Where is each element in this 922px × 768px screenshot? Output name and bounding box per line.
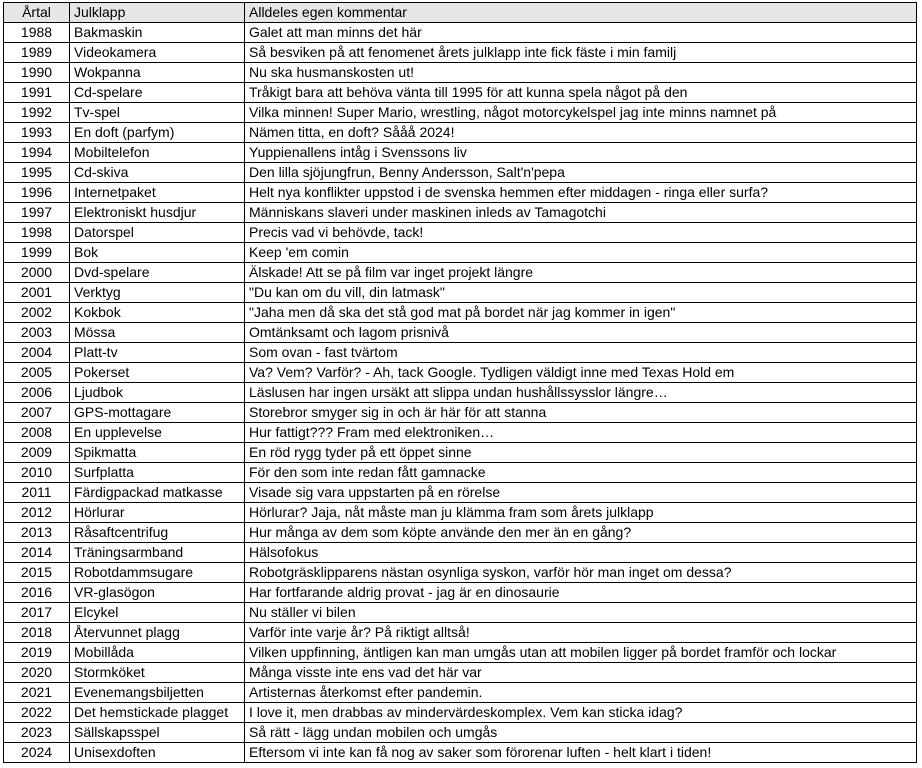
year-cell: 1992	[4, 103, 70, 123]
year-cell: 2018	[4, 623, 70, 643]
gift-table	[3, 2, 917, 763]
table-row	[4, 703, 917, 723]
year-cell: 2014	[4, 543, 70, 563]
header-year: Årtal	[4, 3, 70, 23]
comment-cell: Eftersom vi inte kan få nog av saker som förorenar luften - helt klart i tiden!	[245, 743, 917, 763]
table-row	[4, 603, 917, 623]
year-cell: 2023	[4, 723, 70, 743]
year-cell: 2002	[4, 303, 70, 323]
year-cell: 2022	[4, 703, 70, 723]
gift-cell: Internetpaket	[70, 183, 245, 203]
gift-cell: Bok	[70, 243, 245, 263]
year-cell: 1989	[4, 43, 70, 63]
year-cell: 2017	[4, 603, 70, 623]
table-row	[4, 23, 917, 43]
gift-cell: Ljudbok	[70, 383, 245, 403]
header-gift: Julklapp	[70, 3, 245, 23]
comment-cell: Tråkigt bara att behöva vänta till 1995 för att kunna spela något på den	[245, 83, 917, 103]
year-cell: 1993	[4, 123, 70, 143]
table-row	[4, 383, 917, 403]
year-cell: 2011	[4, 483, 70, 503]
year-cell: 2012	[4, 503, 70, 523]
year-cell: 1994	[4, 143, 70, 163]
year-cell: 1999	[4, 243, 70, 263]
table-row	[4, 43, 917, 63]
table-row	[4, 143, 917, 163]
comment-cell: Va? Vem? Varför? - Ah, tack Google. Tydligen väldigt inne med Texas Hold em	[245, 363, 917, 383]
table-row	[4, 463, 917, 483]
table-row	[4, 263, 917, 283]
gift-cell: Platt-tv	[70, 343, 245, 363]
gift-cell: Evenemangsbiljetten	[70, 683, 245, 703]
gift-cell: Färdigpackad matkasse	[70, 483, 245, 503]
comment-cell: Varför inte varje år? På riktigt alltså!	[245, 623, 917, 643]
comment-cell: En röd rygg tyder på ett öppet sinne	[245, 443, 917, 463]
table-row	[4, 103, 917, 123]
table-row	[4, 83, 917, 103]
table-row	[4, 723, 917, 743]
comment-cell: Hur många av dem som köpte använde den mer än en gång?	[245, 523, 917, 543]
year-cell: 2003	[4, 323, 70, 343]
comment-cell: Vilken uppfinning, äntligen kan man umgås utan att mobilen ligger på bordet framför och lockar	[245, 643, 917, 663]
gift-cell: Videokamera	[70, 43, 245, 63]
comment-cell: Yuppienallens intåg i Svenssons liv	[245, 143, 917, 163]
gift-cell: En upplevelse	[70, 423, 245, 443]
table-row	[4, 183, 917, 203]
comment-cell: Helt nya konflikter uppstod i de svenska hemmen efter middagen - ringa eller surfa?	[245, 183, 917, 203]
year-cell: 2000	[4, 263, 70, 283]
comment-cell: Älskade! Att se på film var inget projekt längre	[245, 263, 917, 283]
table-row	[4, 203, 917, 223]
gift-cell: Elektroniskt husdjur	[70, 203, 245, 223]
comment-cell: Robotgräsklipparens nästan osynliga syskon, varför hör man inget om dessa?	[245, 563, 917, 583]
year-cell: 1988	[4, 23, 70, 43]
comment-cell: Så rätt - lägg undan mobilen och umgås	[245, 723, 917, 743]
year-cell: 2016	[4, 583, 70, 603]
gift-cell: Det hemstickade plagget	[70, 703, 245, 723]
year-cell: 1997	[4, 203, 70, 223]
year-cell: 2007	[4, 403, 70, 423]
gift-cell: Tv-spel	[70, 103, 245, 123]
gift-cell: Bakmaskin	[70, 23, 245, 43]
year-cell: 1991	[4, 83, 70, 103]
header-row	[4, 3, 917, 23]
gift-cell: Cd-spelare	[70, 83, 245, 103]
gift-cell: Stormköket	[70, 663, 245, 683]
gift-cell: Sällskapsspel	[70, 723, 245, 743]
gift-cell: Mobiltelefon	[70, 143, 245, 163]
gift-cell: GPS-mottagare	[70, 403, 245, 423]
comment-cell: Människans slaveri under maskinen inleds av Tamagotchi	[245, 203, 917, 223]
gift-cell: Mobillåda	[70, 643, 245, 663]
gift-cell: Wokpanna	[70, 63, 245, 83]
table-row	[4, 243, 917, 263]
comment-cell: "Jaha men då ska det stå god mat på bordet när jag kommer in igen"	[245, 303, 917, 323]
comment-cell: Många visste inte ens vad det här var	[245, 663, 917, 683]
year-cell: 2009	[4, 443, 70, 463]
year-cell: 2004	[4, 343, 70, 363]
comment-cell: Nu ska husmanskosten ut!	[245, 63, 917, 83]
comment-cell: Nämen titta, en doft? Sååå 2024!	[245, 123, 917, 143]
gift-cell: Cd-skiva	[70, 163, 245, 183]
table-row	[4, 503, 917, 523]
gift-cell: Spikmatta	[70, 443, 245, 463]
comment-cell: Storebror smyger sig in och är här för att stanna	[245, 403, 917, 423]
table-row	[4, 683, 917, 703]
year-cell: 1990	[4, 63, 70, 83]
comment-cell: Nu ställer vi bilen	[245, 603, 917, 623]
table-row	[4, 163, 917, 183]
table-row	[4, 443, 917, 463]
table-row	[4, 743, 917, 763]
year-cell: 1995	[4, 163, 70, 183]
table-body	[4, 23, 917, 763]
table-row	[4, 303, 917, 323]
table-row	[4, 643, 917, 663]
year-cell: 2008	[4, 423, 70, 443]
table-row	[4, 323, 917, 343]
year-cell: 2013	[4, 523, 70, 543]
comment-cell: Som ovan - fast tvärtom	[245, 343, 917, 363]
table-row	[4, 283, 917, 303]
comment-cell: Hälsofokus	[245, 543, 917, 563]
table-row	[4, 403, 917, 423]
year-cell: 2021	[4, 683, 70, 703]
table-row	[4, 223, 917, 243]
table-row	[4, 123, 917, 143]
gift-cell: Surfplatta	[70, 463, 245, 483]
table-row	[4, 583, 917, 603]
comment-cell: Galet att man minns det här	[245, 23, 917, 43]
comment-cell: I love it, men drabbas av mindervärdeskomplex. Vem kan sticka idag?	[245, 703, 917, 723]
year-cell: 1998	[4, 223, 70, 243]
gift-cell: Verktyg	[70, 283, 245, 303]
comment-cell: Artisternas återkomst efter pandemin.	[245, 683, 917, 703]
year-cell: 1996	[4, 183, 70, 203]
gift-cell: Unisexdoften	[70, 743, 245, 763]
gift-cell: VR-glasögon	[70, 583, 245, 603]
table-row	[4, 483, 917, 503]
table-row	[4, 343, 917, 363]
year-cell: 2001	[4, 283, 70, 303]
year-cell: 2020	[4, 663, 70, 683]
comment-cell: Omtänksamt och lagom prisnivå	[245, 323, 917, 343]
table-row	[4, 63, 917, 83]
table-row	[4, 663, 917, 683]
comment-cell: Så besviken på att fenomenet årets julklapp inte fick fäste i min familj	[245, 43, 917, 63]
comment-cell: Har fortfarande aldrig provat - jag är en dinosaurie	[245, 583, 917, 603]
table-row	[4, 423, 917, 443]
gift-cell: Elcykel	[70, 603, 245, 623]
table-row	[4, 363, 917, 383]
gift-cell: Mössa	[70, 323, 245, 343]
gift-cell: Pokerset	[70, 363, 245, 383]
gift-cell: Hörlurar	[70, 503, 245, 523]
year-cell: 2015	[4, 563, 70, 583]
gift-cell: Dvd-spelare	[70, 263, 245, 283]
table-row	[4, 563, 917, 583]
header-comment: Alldeles egen kommentar	[245, 3, 917, 23]
comment-cell: Vilka minnen! Super Mario, wrestling, något motorcykelspel jag inte minns namnet på	[245, 103, 917, 123]
year-cell: 2019	[4, 643, 70, 663]
year-cell: 2010	[4, 463, 70, 483]
comment-cell: Läslusen har ingen ursäkt att slippa undan hushållssysslor längre…	[245, 383, 917, 403]
gift-cell: Träningsarmband	[70, 543, 245, 563]
gift-cell: Återvunnet plagg	[70, 623, 245, 643]
table-row	[4, 623, 917, 643]
gift-cell: Råsaftcentrifug	[70, 523, 245, 543]
comment-cell: Visade sig vara uppstarten på en rörelse	[245, 483, 917, 503]
comment-cell: Precis vad vi behövde, tack!	[245, 223, 917, 243]
year-cell: 2006	[4, 383, 70, 403]
comment-cell: För den som inte redan fått gamnacke	[245, 463, 917, 483]
comment-cell: "Du kan om du vill, din latmask"	[245, 283, 917, 303]
comment-cell: Hörlurar? Jaja, nåt måste man ju klämma fram som årets julklapp	[245, 503, 917, 523]
gift-cell: En doft (parfym)	[70, 123, 245, 143]
gift-cell: Robotdammsugare	[70, 563, 245, 583]
year-cell: 2005	[4, 363, 70, 383]
comment-cell: Den lilla sjöjungfrun, Benny Andersson, Salt'n'pepa	[245, 163, 917, 183]
comment-cell: Hur fattigt??? Fram med elektroniken…	[245, 423, 917, 443]
table-row	[4, 543, 917, 563]
comment-cell: Keep 'em comin	[245, 243, 917, 263]
gift-cell: Kokbok	[70, 303, 245, 323]
year-cell: 2024	[4, 743, 70, 763]
gift-cell: Datorspel	[70, 223, 245, 243]
table-row	[4, 523, 917, 543]
